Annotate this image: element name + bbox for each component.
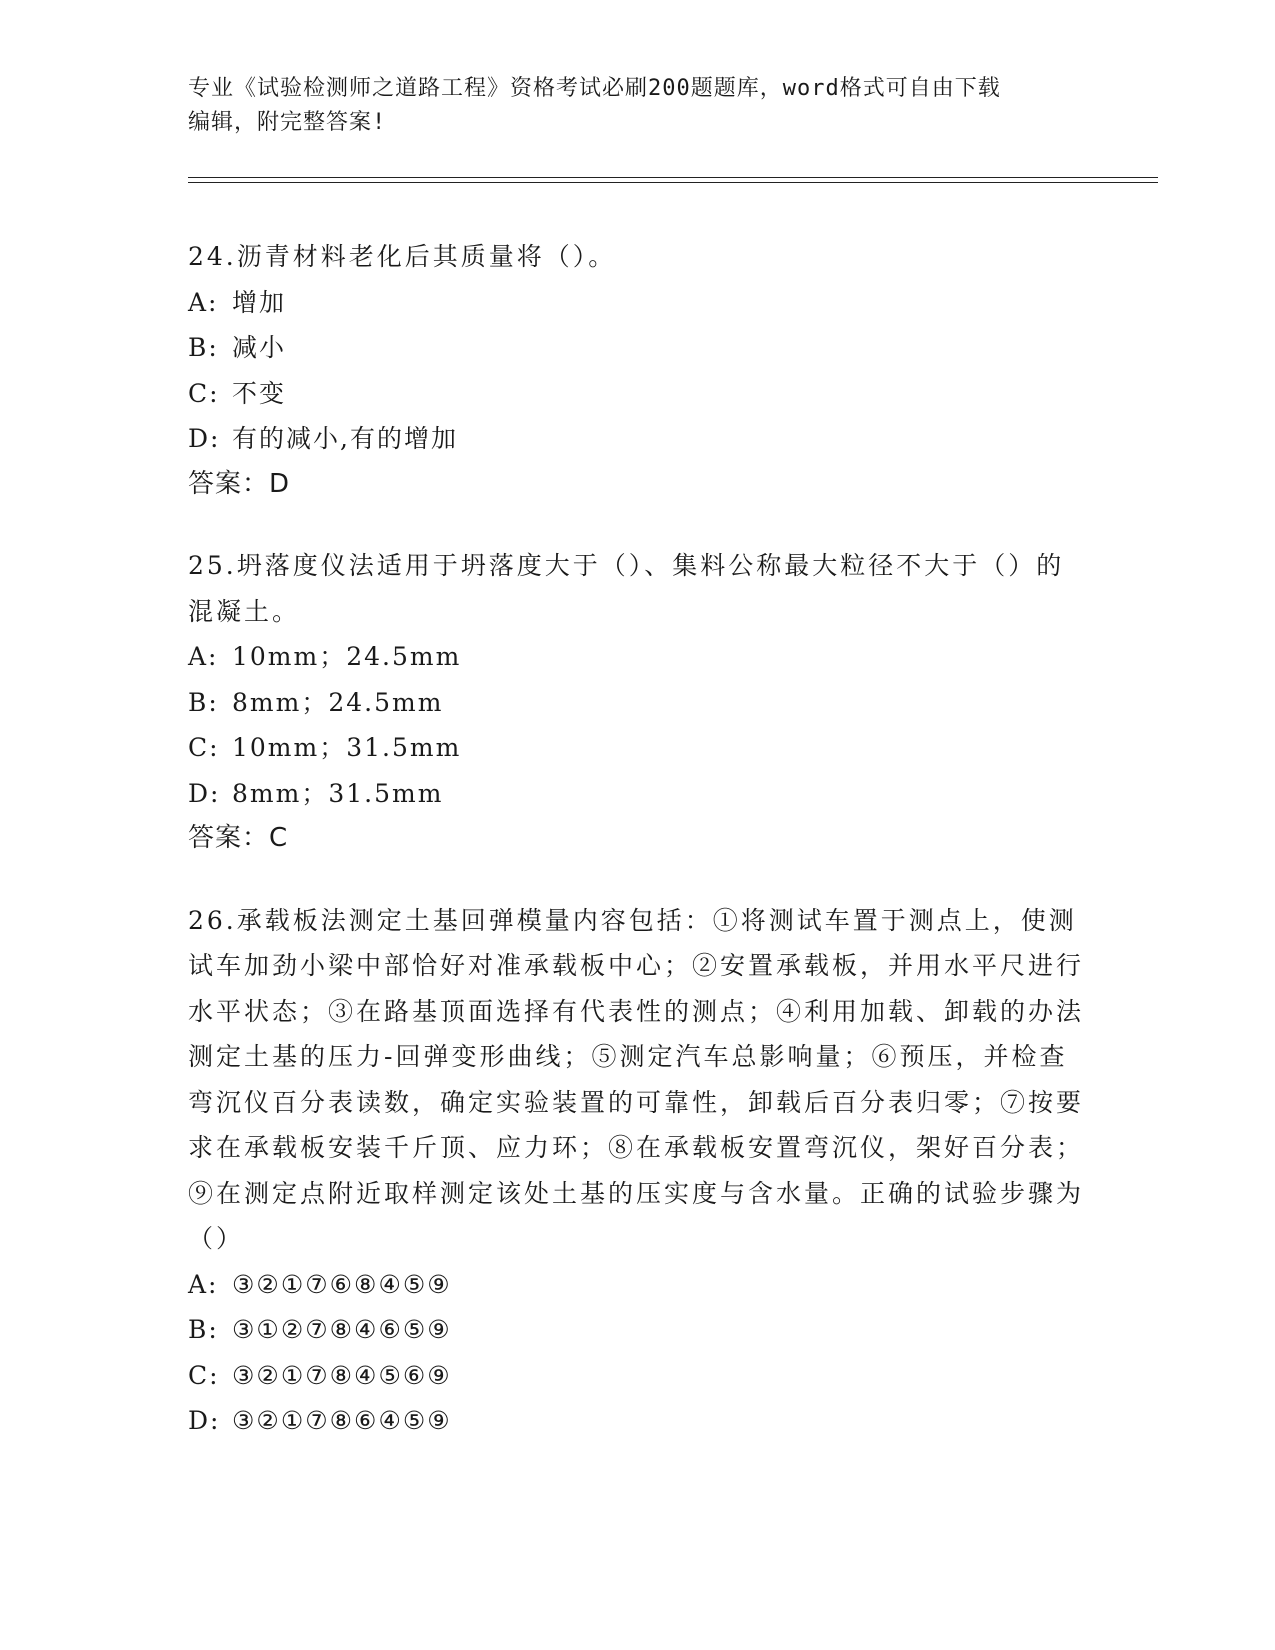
option-letter: B: [188,333,219,362]
option-text: 10mm；31.5mm [232,733,462,762]
header-divider-top [188,177,1158,178]
question-24 [188,234,1088,507]
option-a [188,280,1088,326]
question-stem: 26.承载板法测定土基回弹模量内容包括：①将测试车置于测点上，使测试车加劲小梁中部恰好对准承载板中心；②安置承载板，并用水平尺进行水平状态；③在路基顶面选择有代表性的测点；④利用加载、卸载的办法测定土基的压力-回弹变形曲线；⑤测定汽车总影响量；⑥预压，并检查弯沉仪百分表读数，确定实验装置的可靠性，卸载后百分表归零；⑦按要求在承载板安装千斤顶、应力环；⑧在承载板安置弯沉仪，架好百分表；⑨在测定点附近取样测定该处土基的压实度与含水量。正确的试验步骤为（） [188,905,1085,1253]
option-letter: D: [188,1406,221,1435]
option-letter: A: [188,1269,219,1299]
option-letter: C: [188,1360,220,1390]
document-header [188,72,1068,140]
header-divider-bottom [188,182,1158,183]
option-text: 8mm；24.5mm [232,687,444,717]
header-line-1: 专业《试验检测师之道路工程》资格考试必刷200题题库，word格式可自由下载 [188,76,1001,101]
option-text: ③②①⑦⑥⑧④⑤⑨ [232,1269,452,1299]
question-26 [188,898,1088,1444]
question-stem: 25.坍落度仪法适用于坍落度大于（）、集料公称最大粒径不大于（）的混凝土。 [188,551,1065,626]
option-c [188,371,1088,417]
question-stem: 24.沥青材料老化后其质量将（）。 [188,242,617,271]
header-line-2: 编辑，附完整答案! [188,110,387,135]
option-text: 减小 [232,333,287,362]
option-letter: A: [188,642,219,671]
question-25 [188,543,1088,862]
option-b [188,680,1088,726]
option-c [188,725,1088,771]
option-d [188,416,1088,462]
answer: 答案：C [188,823,289,853]
option-letter: C: [188,378,220,408]
question-list [188,234,1088,1480]
option-text: ③②①⑦⑧⑥④⑤⑨ [232,1406,452,1435]
option-b [188,325,1088,371]
option-c [188,1353,1088,1399]
answer: 答案：D [188,468,291,499]
option-text: ③②①⑦⑧④⑤⑥⑨ [232,1360,452,1390]
option-text: 增加 [232,287,287,317]
option-letter: B: [188,1315,219,1344]
option-text: 不变 [232,378,287,408]
option-a [188,634,1088,680]
option-letter: A: [188,287,219,317]
option-text: ③①②⑦⑧④⑥⑤⑨ [232,1315,452,1344]
option-letter: D: [188,778,221,808]
option-d [188,771,1088,817]
option-text: 有的减小,有的增加 [232,424,458,453]
option-a [188,1262,1088,1308]
option-b [188,1307,1088,1353]
option-letter: D: [188,424,221,453]
option-letter: B: [188,687,219,717]
option-text: 10mm；24.5mm [232,642,462,671]
option-letter: C: [188,733,220,762]
option-d [188,1398,1088,1444]
option-text: 8mm；31.5mm [232,778,444,808]
